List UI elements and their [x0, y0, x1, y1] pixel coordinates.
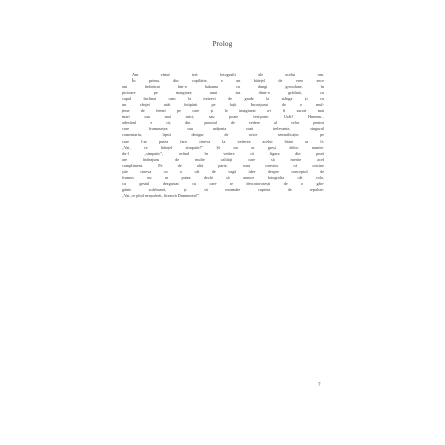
- chapter-title: Prolog: [212, 40, 233, 48]
- text-line: gănie scârboasă, și să mormăie cuprins de repulsie:: [122, 186, 324, 192]
- text-line: capul înclinat cam la treizeci de grade la stânga și cu: [122, 96, 324, 102]
- text-line: În prima, din copilărie, e un băiețel de vreo zece: [132, 78, 324, 84]
- text-line: știe cineva cu o cât de vagă idee despre conceptul de: [122, 168, 324, 174]
- text-line: are îndeajuns de multe calități care să merite acel: [122, 156, 324, 162]
- text-line: țime de femei pe care și le imaginezi a-i fi surori mai: [122, 108, 324, 114]
- text-line: „Vai, ce băiețel simpatic!” Și nu ar greși deloc numin-: [122, 144, 324, 150]
- text-line: cu gestul dezgustat cu care te descotorosești de o gân-: [122, 180, 324, 186]
- text-line: frumos nu ar putea decât să arunce fotografia cât colo,: [122, 174, 324, 180]
- text-line: du-l „simpatic”, având în vedere că figura din poză: [122, 150, 324, 156]
- text-line: care frumusețea sau urâțenia sunt irelevante, singurul: [122, 126, 324, 132]
- text-line: care l-ar putea face cineva la vederea acelui băiat ar fi:: [122, 138, 324, 144]
- text-line: comentariu, lipsit desigur de orice semnificație, pe: [122, 132, 324, 138]
- text-line: picioare pe marginea unui iaz dintr-o grădină, cu: [122, 90, 324, 96]
- text-line: mari sau mai mici, sau poate verișoare. Urât? Hmmm...: [122, 114, 324, 120]
- text-line: compliment. Pe de altă parte, sunt convins că oricine: [122, 162, 324, 168]
- text-line: adevărul e că, din punctul de vedere al celor pentru: [122, 120, 324, 126]
- text-line: „Vai, ce plod neușuferit, firească Dumnezeu!”: [122, 192, 200, 198]
- text-line: un rânjet urât întipărit pe față. Inconjurat de o mul-: [122, 102, 324, 108]
- text-line: Am văzut trei fotografii ale acelui om.: [132, 72, 324, 77]
- body-text: [122, 72, 324, 199]
- text-line: ani îmbrăcat într-o hakama cu dungi grosolane, în: [122, 84, 324, 90]
- page-number: 7: [318, 383, 321, 388]
